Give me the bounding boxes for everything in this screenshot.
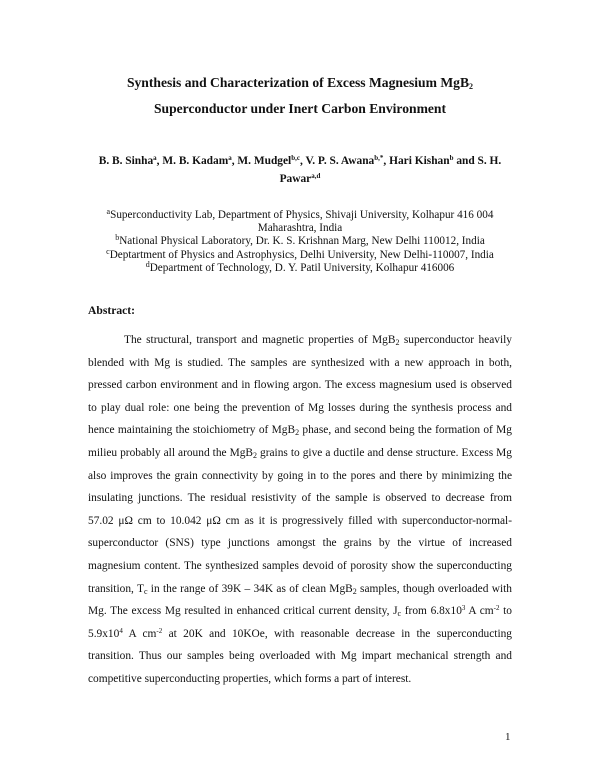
title-line-1: Synthesis and Characterization of Excess Magnesium MgB$_2$: [126, 75, 474, 91]
abstract-paragraph: The structural, transport and magnetic properties of MgB$_2$ superconductor heavily blended with Mg is studied. The samples are synthesized with a new approach in both, pressed carbon environment and in flowing argon. The excess magnesium used is observed to play dual role: one being the prevention of Mg losses during the synthesis process and hence maintaining the stoichiometry of MgB$_2$ phase, and second being the formation of Mg milieu probably all around the MgB$_2$ grains to give a ductile and dense structure. Excess Mg also improves the grain connectivity by going in to the pores and there by minimizing the insulating junctions. The residual resistivity of the sample is observed to decrease from 57.02 μΩ cm to 10.042 μΩ cm as it is progressively filled with superconductor-normal-superconductor (SNS) type junctions amongst the grains by the virtue of increased magnesium content. The synthesized samples devoid of porosity show the superconducting transition, $T_c$ in the range of 39K – 34K as of clean MgB$_2$ samples, though overloaded with Mg. The excess Mg resulted in enhanced critical current density, $J_c$ from $6.8x10^3$ A $cm^{-2}$ to $5.9x10^4$ A $cm^{-2}$ at 20K and 10KOe, with reasonable decrease in the superconducting transition. Thus our samples being overloaded with Mg impart mechanical strength and competitive superconducting properties, which forms a part of interest.: [88, 334, 513, 685]
page-number: 1: [505, 731, 511, 743]
affiliation-list: [60, 209, 540, 275]
author: S. H. Pawar$^{a,d}$: [279, 155, 502, 185]
author-list: B. B. Sinha$^a$, M. B. Kadam$^a$, M. Mudgel$^{b,c}$, V. P. S. Awana$^{b,*}$, Hari Kishan$^b$ and S. H. Pawar$^{a,d}$: [98, 154, 502, 185]
abstract-body: [88, 329, 512, 691]
affiliation: $^c$Deptartment of Physics and Astrophysics, Delhi University, New Delhi-110007, India: [106, 246, 494, 261]
abstract-heading: Abstract:: [88, 304, 136, 317]
author: V. P. S. Awana$^{b,*}$: [305, 154, 384, 167]
affiliation: $^d$Department of Technology, D. Y. Patil University, Kolhapur 416006: [145, 259, 455, 274]
author: M. B. Kadam$^a$: [162, 154, 232, 167]
affiliation-continued: Maharashtra, India: [257, 222, 343, 235]
author: B. B. Sinha$^a$: [98, 154, 157, 167]
title-line-2: Superconductor under Inert Carbon Environment: [153, 101, 447, 116]
affiliation: $^b$National Physical Laboratory, Dr. K. S. Krishnan Marg, New Delhi 110012, India: [115, 233, 485, 248]
author: M. Mudgel$^{b,c}$: [237, 154, 300, 167]
affiliation: $^a$Superconductivity Lab, Department of Physics, Shivaji University, Kolhapur 416 004: [106, 207, 494, 221]
author: Hari Kishan$^b$: [389, 154, 454, 167]
paper-title: [60, 70, 540, 122]
